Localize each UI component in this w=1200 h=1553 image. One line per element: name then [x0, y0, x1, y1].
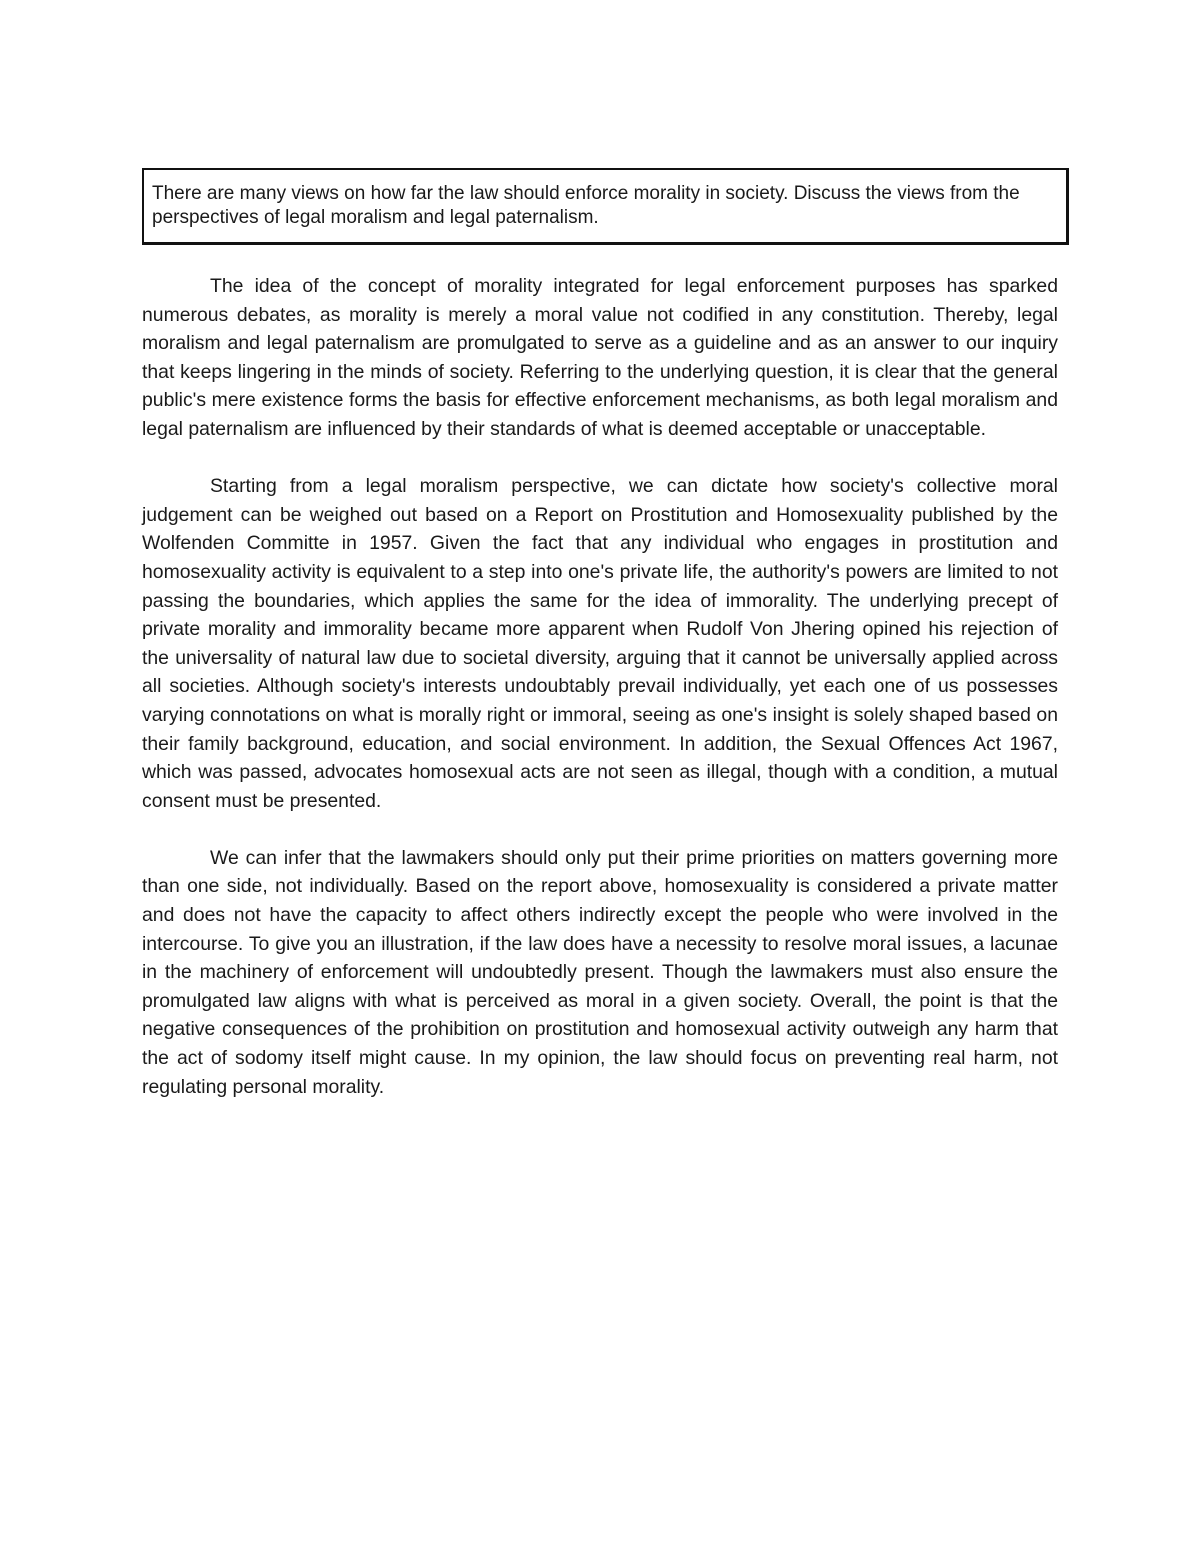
- question-box: [142, 168, 1069, 245]
- question-text: There are many views on how far the law should enforce morality in society. Discuss the views from the perspectives of legal moralism and legal paternalism.: [152, 183, 1020, 228]
- paragraph-1: The idea of the concept of morality integrated for legal enforcement purposes has sparked numerous debates, as morality is merely a moral value not codified in any constitution. Thereby, legal moralism and legal paternalism are promulgated to serve as a guideline and as an answer to our inquiry that keeps lingering in the minds of society. Referring to the underlying question, it is clear that the general public's mere existence forms the basis for effective enforcement mechanisms, as both legal moralism and legal paternalism are influenced by their standards of what is deemed acceptable or unacceptable.: [142, 275, 1058, 440]
- paragraph-2: Starting from a legal moralism perspective, we can dictate how society's collective moral judgement can be weighed out based on a Report on Prostitution and Homosexuality published by the Wolfenden Committe in 1957. Given the fact that any individual who engages in prostitution and homosexuality activity is equivalent to a step into one's private life, the authority's powers are limited to not passing the boundaries, which applies the same for the idea of immorality. The underlying precept of private morality and immorality became more apparent when Rudolf Von Jhering opined his rejection of the universality of natural law due to societal diversity, arguing that it cannot be universally applied across all societies. Although society's interests undoubtably prevail individually, yet each one of us possesses varying connotations on what is morally right or immoral, seeing as one's insight is solely shaped based on their family background, education, and social environment. In addition, the Sexual Offences Act 1967, which was passed, advocates homosexual acts are not seen as illegal, though with a condition, a mutual consent must be presented.: [142, 475, 1058, 812]
- paragraph-3: We can infer that the lawmakers should only put their prime priorities on matters governing more than one side, not individually. Based on the report above, homosexuality is considered a private matter and does not have the capacity to affect others indirectly except the people who were involved in the intercourse. To give you an illustration, if the law does have a necessity to resolve moral issues, a lacunae in the machinery of enforcement will undoubtedly present. Though the lawmakers must also ensure the promulgated law aligns with what is perceived as moral in a given society. Overall, the point is that the negative consequences of the prohibition on prostitution and homosexual activity outweigh any harm that the act of sodomy itself might cause. In my opinion, the law should focus on preventing real harm, not regulating personal morality.: [142, 846, 1058, 1098]
- essay-body: [142, 272, 1058, 1130]
